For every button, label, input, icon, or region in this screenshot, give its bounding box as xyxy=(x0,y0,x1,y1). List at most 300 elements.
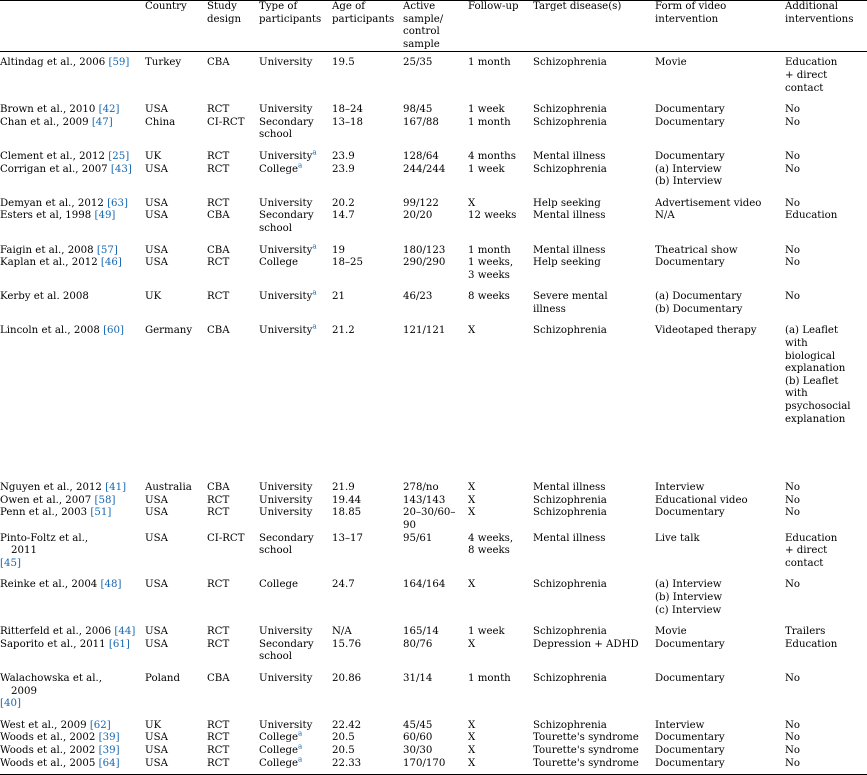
cell-study xyxy=(0,639,145,664)
cell-study xyxy=(0,758,145,775)
cell-follow: 1 month xyxy=(468,672,511,684)
cell-country: UK xyxy=(145,150,162,162)
column-header-disease: Target disease(s) xyxy=(533,1,655,52)
cell-study xyxy=(0,482,145,495)
cell-age: 13–17 xyxy=(332,532,364,544)
row-spacer-cell xyxy=(0,711,867,720)
cell-sample: 167/88 xyxy=(403,116,439,128)
cell-age: 21.9 xyxy=(332,482,355,494)
cell-age: N/A xyxy=(332,626,352,638)
cell-disease: Schizophrenia xyxy=(533,163,607,175)
table-header-row xyxy=(0,1,867,52)
study-name: Nguyen et al., 2012 xyxy=(0,482,102,494)
cell-country: UK xyxy=(145,291,162,303)
table-row xyxy=(0,245,867,258)
cell-sample: 46/23 xyxy=(403,291,433,303)
cell-follow: X xyxy=(468,579,476,591)
footnote-marker: a xyxy=(312,287,317,297)
cell-type: University xyxy=(259,57,313,69)
reference-link[interactable]: [44] xyxy=(114,626,136,638)
study-name: Woods et al., 2002 xyxy=(0,744,96,756)
row-spacer xyxy=(0,282,867,291)
study-name: Owen et al., 2007 xyxy=(0,494,92,506)
cell-addl: No xyxy=(785,744,801,756)
cell-sample: 25/35 xyxy=(403,57,433,69)
table-row xyxy=(0,117,867,142)
cell-sample: 30/30 xyxy=(403,744,433,756)
study-name: Corrigan et al., 2007 xyxy=(0,163,108,175)
footnote-marker: a xyxy=(298,754,303,764)
cell-type: University$^a$ xyxy=(259,241,317,256)
cell-follow: 1 month xyxy=(468,57,511,69)
row-spacer-cell xyxy=(0,282,867,291)
cell-country: USA xyxy=(145,244,168,256)
cell-disease: Depression + ADHD xyxy=(533,638,639,650)
cell-addl: No xyxy=(785,244,801,256)
cell-type: Secondary school xyxy=(259,638,314,663)
table-body xyxy=(0,52,867,775)
cell-study xyxy=(0,52,145,95)
cell-design: RCT xyxy=(207,638,230,650)
cell-sample: 290/290 xyxy=(403,257,446,269)
cell-follow: 1 week xyxy=(468,163,505,175)
row-spacer-cell xyxy=(0,617,867,626)
row-spacer xyxy=(0,236,867,245)
row-spacer xyxy=(0,189,867,198)
cell-addl: Education xyxy=(785,210,838,222)
cell-sample: 80/76 xyxy=(403,638,433,650)
cell-age: 15.76 xyxy=(332,638,362,650)
cell-addl: No xyxy=(785,672,801,684)
cell-age: 23.9 xyxy=(332,163,355,175)
cell-age: 24.7 xyxy=(332,579,355,591)
cell-sample: 45/45 xyxy=(403,719,433,731)
cell-addl: Education + direct contact xyxy=(785,532,838,569)
cell-country: USA xyxy=(145,210,168,222)
cell-form: Advertisement video xyxy=(655,197,762,209)
cell-sample: 31/14 xyxy=(403,672,433,684)
cell-country: USA xyxy=(145,638,168,650)
cell-form: Videotaped therapy xyxy=(655,325,757,337)
cell-study xyxy=(0,210,145,235)
cell-age: 20.5 xyxy=(332,744,355,756)
cell-design: RCT xyxy=(207,257,230,269)
reference-link[interactable]: [59] xyxy=(108,57,130,69)
cell-form: Live talk xyxy=(655,532,700,544)
study-name-cont: 2009 xyxy=(11,685,37,697)
cell-age: 21.2 xyxy=(332,325,355,337)
reference-link[interactable]: [39] xyxy=(98,732,120,744)
study-name: Penn et al., 2003 xyxy=(0,507,88,519)
reference-link[interactable]: [42] xyxy=(98,104,120,116)
table-row xyxy=(0,104,867,117)
study-name: Clement et al., 2012 xyxy=(0,150,105,162)
cell-addl: No xyxy=(785,197,801,209)
cell-addl: No xyxy=(785,732,801,744)
table-row xyxy=(0,626,867,639)
study-name: Altindag et al., 2006 xyxy=(0,57,106,69)
cell-study xyxy=(0,673,145,711)
study-name: Ritterfeld et al., 2006 xyxy=(0,626,112,638)
cell-design: RCT xyxy=(207,104,230,116)
cell-study xyxy=(0,732,145,745)
reference-link[interactable]: [58] xyxy=(94,494,116,506)
table-row xyxy=(0,52,867,95)
cell-form: Documentary xyxy=(655,732,725,744)
cell-study xyxy=(0,579,145,617)
table-row xyxy=(0,151,867,164)
cell-disease: Schizophrenia xyxy=(533,507,607,519)
table-row xyxy=(0,745,867,758)
reference-link[interactable]: [57] xyxy=(96,244,118,256)
reference-link[interactable]: [48] xyxy=(100,579,122,591)
reference-link[interactable]: [60] xyxy=(103,325,124,337)
cell-country: USA xyxy=(145,494,168,506)
column-header-country: Country xyxy=(145,1,207,52)
cell-disease: Schizophrenia xyxy=(533,325,607,337)
cell-form: Documentary xyxy=(655,672,725,684)
cell-disease: Schizophrenia xyxy=(533,57,607,69)
cell-type: University$^a$ xyxy=(259,322,317,337)
cell-disease: Tourette's syndrome xyxy=(533,732,639,744)
cell-disease: Schizophrenia xyxy=(533,579,607,591)
cell-follow: X xyxy=(468,325,476,337)
row-spacer xyxy=(0,426,867,482)
reference-link[interactable]: [47] xyxy=(91,116,113,128)
reference-link[interactable]: [39] xyxy=(98,744,120,756)
footnote-marker: a xyxy=(298,728,303,738)
cell-age: 22.42 xyxy=(332,719,362,731)
footnote-marker: a xyxy=(312,241,317,251)
cell-form: Documentary xyxy=(655,104,725,116)
cell-study xyxy=(0,626,145,639)
footnote-marker: a xyxy=(298,160,303,170)
cell-age: 20.5 xyxy=(332,732,355,744)
cell-sample: 121/121 xyxy=(403,325,446,337)
table-row xyxy=(0,579,867,617)
cell-follow: X xyxy=(468,719,476,731)
cell-disease: Help seeking xyxy=(533,257,601,269)
table-row xyxy=(0,257,867,282)
cell-study xyxy=(0,164,145,189)
cell-country: Poland xyxy=(145,672,180,684)
cell-country: UK xyxy=(145,719,162,731)
cell-age: 14.7 xyxy=(332,210,355,222)
cell-follow: 8 weeks xyxy=(468,291,510,303)
cell-form: N/A xyxy=(655,210,675,222)
cell-form: Documentary xyxy=(655,758,785,775)
cell-follow: 1 week xyxy=(468,104,505,116)
cell-addl: No xyxy=(785,104,801,116)
table-row xyxy=(0,495,867,508)
table-row xyxy=(0,210,867,235)
cell-design: CBA xyxy=(207,672,230,684)
cell-follow: 1 month xyxy=(468,116,511,128)
reference-link[interactable]: [49] xyxy=(94,210,116,222)
cell-type: University$^a$ xyxy=(259,147,317,162)
cell-type: Secondary school xyxy=(259,532,314,557)
row-spacer-cell xyxy=(0,426,867,482)
cell-follow: 4 weeks, 8 weeks xyxy=(468,532,514,557)
table-row xyxy=(0,732,867,745)
cell-form: Documentary xyxy=(655,507,725,519)
row-spacer xyxy=(0,617,867,626)
cell-type: College xyxy=(259,579,299,591)
cell-type: College$^a$ xyxy=(259,758,332,775)
cell-sample: 165/14 xyxy=(403,626,439,638)
cell-design: RCT xyxy=(207,744,230,756)
cell-disease: Schizophrenia xyxy=(533,719,607,731)
study-name: Saporito et al., 2011 xyxy=(0,638,106,650)
cell-type: Secondary school xyxy=(259,210,314,234)
cell-form: Documentary xyxy=(655,257,725,269)
cell-follow: X xyxy=(468,732,476,744)
cell-addl: No xyxy=(785,482,801,494)
cell-disease: Mental illness xyxy=(533,482,606,494)
cell-addl: No xyxy=(785,163,801,175)
reference-link[interactable]: [61] xyxy=(108,638,130,650)
cell-type: University$^a$ xyxy=(259,287,317,303)
cell-addl: No xyxy=(785,150,801,162)
cell-form: Theatrical show xyxy=(655,244,738,256)
cell-country: USA xyxy=(145,507,168,519)
cell-addl: No xyxy=(785,257,801,269)
cell-sample: 20/20 xyxy=(403,210,433,222)
cell-age: 19.5 xyxy=(332,57,355,69)
cell-sample: 170/170 xyxy=(403,758,468,775)
row-spacer-cell xyxy=(0,189,867,198)
table-header xyxy=(0,1,867,52)
cell-disease: Help seeking xyxy=(533,197,601,209)
cell-study xyxy=(0,104,145,117)
row-spacer xyxy=(0,570,867,579)
cell-study xyxy=(0,533,145,571)
cell-follow: 1 weeks, 3 weeks xyxy=(468,257,514,281)
cell-age: 23.9 xyxy=(332,150,355,162)
cell-disease: Tourette's syndrome xyxy=(533,744,639,756)
cell-type: University xyxy=(259,507,313,519)
table-row xyxy=(0,482,867,495)
cell-design: RCT xyxy=(207,494,230,506)
cell-country: USA xyxy=(145,758,207,775)
study-name: Demyan et al., 2012 xyxy=(0,197,104,209)
cell-study xyxy=(0,291,145,316)
reference-link[interactable]: [63] xyxy=(107,197,128,209)
cell-country: USA xyxy=(145,732,168,744)
cell-design: RCT xyxy=(207,291,230,303)
column-header-form: Form of video intervention xyxy=(655,1,785,52)
cell-study xyxy=(0,745,145,758)
cell-form: Movie xyxy=(655,626,687,638)
cell-study xyxy=(0,245,145,258)
cell-follow: X xyxy=(468,758,533,775)
cell-sample: 20–30/60–90 xyxy=(403,507,456,531)
cell-age: 20.86 xyxy=(332,672,362,684)
cell-age: 18–24 xyxy=(332,104,364,116)
cell-disease: Severe mental illness xyxy=(533,291,608,315)
cell-addl: No xyxy=(785,494,801,506)
reference-link[interactable]: [51] xyxy=(90,507,112,519)
study-name: Esters et al, 1998 xyxy=(0,210,92,222)
cell-addl: No xyxy=(785,719,801,731)
cell-design: CBA xyxy=(207,244,230,256)
cell-disease: Schizophrenia xyxy=(533,116,607,128)
cell-type: University xyxy=(259,626,313,638)
cell-type: College xyxy=(259,257,299,269)
cell-disease: Tourette's syndrome xyxy=(533,758,655,775)
cell-type: College$^a$ xyxy=(259,741,303,756)
table-row xyxy=(0,164,867,189)
cell-type: College$^a$ xyxy=(259,160,303,175)
reference-link[interactable]: [40] xyxy=(0,698,21,710)
cell-follow: 1 month xyxy=(468,244,511,256)
cell-design: RCT xyxy=(207,150,230,162)
cell-disease: Mental illness xyxy=(533,532,606,544)
study-name: Walachowska et al., xyxy=(0,672,102,684)
cell-disease: Schizophrenia xyxy=(533,494,607,506)
cell-age: 13–18 xyxy=(332,116,364,128)
cell-study xyxy=(0,720,145,733)
cell-design: CBA xyxy=(207,482,230,494)
study-name: Faigin et al., 2008 xyxy=(0,244,94,256)
cell-form: Documentary xyxy=(655,116,725,128)
cell-follow: X xyxy=(468,494,476,506)
cell-type: University xyxy=(259,672,313,684)
cell-country: USA xyxy=(145,104,168,116)
cell-type: University xyxy=(259,719,313,731)
column-header-follow: Follow-up xyxy=(468,1,533,52)
cell-country: USA xyxy=(145,626,168,638)
table-row xyxy=(0,325,867,426)
cell-form: Movie xyxy=(655,57,687,69)
cell-follow: X xyxy=(468,507,476,519)
cell-study xyxy=(0,198,145,211)
cell-addl: Trailers xyxy=(785,626,826,638)
cell-design: CBA xyxy=(207,210,230,222)
cell-sample: 278/no xyxy=(403,482,439,494)
cell-country: Germany xyxy=(145,325,193,337)
cell-form: Interview xyxy=(655,482,705,494)
cell-addl: No xyxy=(785,291,801,303)
reference-link[interactable]: [41] xyxy=(105,482,127,494)
cell-design: RCT xyxy=(207,626,230,638)
study-name: Pinto-Foltz et al., xyxy=(0,532,89,544)
table-row xyxy=(0,291,867,316)
reference-link[interactable]: [62] xyxy=(89,719,111,731)
cell-age: 20.2 xyxy=(332,197,355,209)
table-row xyxy=(0,639,867,664)
column-header-age: Age of participants xyxy=(332,1,403,52)
cell-design: RCT xyxy=(207,758,259,775)
reference-link[interactable]: [25] xyxy=(108,150,130,162)
row-spacer-cell xyxy=(0,316,867,325)
cell-design: RCT xyxy=(207,163,230,175)
cell-age: 21 xyxy=(332,291,345,303)
reference-link[interactable]: [46] xyxy=(100,257,122,269)
cell-sample: 98/45 xyxy=(403,104,433,116)
cell-study xyxy=(0,257,145,282)
cell-form: Documentary xyxy=(655,638,725,650)
study-name: Reinke et al., 2004 xyxy=(0,579,98,591)
cell-form: (a) Interview (b) Interview xyxy=(655,163,723,188)
cell-country: China xyxy=(145,116,176,128)
cell-design: CI-RCT xyxy=(207,532,245,544)
cell-type: Secondary school xyxy=(259,116,314,141)
table-row xyxy=(0,198,867,211)
footnote-marker: a xyxy=(298,741,303,751)
cell-follow: 12 weeks xyxy=(468,210,517,222)
cell-sample: 128/64 xyxy=(403,150,439,162)
cell-country: USA xyxy=(145,197,168,209)
row-spacer xyxy=(0,664,867,673)
cell-study xyxy=(0,495,145,508)
study-name: Woods et al., 2002 xyxy=(0,732,96,744)
cell-addl: Education + direct contact xyxy=(785,57,838,94)
cell-addl: (a) Leaflet with biological explanation (b) Leaflet with psychosocial explanation xyxy=(785,325,851,425)
table-row xyxy=(0,720,867,733)
cell-sample: 60/60 xyxy=(403,732,433,744)
cell-disease: Schizophrenia xyxy=(533,626,607,638)
cell-age: 18–25 xyxy=(332,257,364,269)
cell-disease: Schizophrenia xyxy=(533,104,607,116)
cell-age: 19 xyxy=(332,244,345,256)
column-header-study xyxy=(0,1,145,52)
cell-country: USA xyxy=(145,257,168,269)
cell-addl: No xyxy=(785,758,867,775)
column-header-sample: Active sample/ control sample xyxy=(403,1,468,52)
table-row xyxy=(0,533,867,571)
study-name: Lincoln et al., 2008 xyxy=(0,325,100,337)
cell-study xyxy=(0,507,145,532)
cell-type: University xyxy=(259,197,313,209)
row-spacer-cell xyxy=(0,142,867,151)
cell-follow: X xyxy=(468,197,476,209)
row-spacer xyxy=(0,142,867,151)
cell-sample: 244/244 xyxy=(403,163,446,175)
cell-design: RCT xyxy=(207,579,230,591)
row-spacer xyxy=(0,711,867,720)
cell-country: Turkey xyxy=(145,57,182,69)
cell-age: 22.33 xyxy=(332,758,403,775)
reference-link[interactable]: [45] xyxy=(0,557,21,569)
cell-form: Educational video xyxy=(655,494,748,506)
table-row xyxy=(0,673,867,711)
row-spacer-cell xyxy=(0,236,867,245)
column-header-type: Type of participants xyxy=(259,1,332,52)
cell-country: Australia xyxy=(145,482,192,494)
cell-design: RCT xyxy=(207,197,230,209)
cell-follow: X xyxy=(468,482,476,494)
cell-addl: No xyxy=(785,116,801,128)
reference-link[interactable]: [64] xyxy=(98,757,120,769)
cell-country: USA xyxy=(145,744,168,756)
cell-form: (a) Interview (b) Interview (c) Interview xyxy=(655,579,723,616)
study-name: Brown et al., 2010 xyxy=(0,104,96,116)
footnote-marker: a xyxy=(312,322,317,332)
study-name: Kerby et al. 2008 xyxy=(0,291,89,303)
study-name: Woods et al., 2005 xyxy=(0,757,96,769)
table-row xyxy=(0,507,867,532)
reference-link[interactable]: [43] xyxy=(110,163,132,175)
cell-sample: 164/164 xyxy=(403,579,446,591)
cell-sample: 95/61 xyxy=(403,532,433,544)
cell-sample: 143/143 xyxy=(403,494,446,506)
cell-type: University xyxy=(259,482,313,494)
cell-follow: X xyxy=(468,638,476,650)
cell-country: USA xyxy=(145,163,168,175)
row-spacer-cell xyxy=(0,95,867,104)
cell-form: Interview xyxy=(655,719,705,731)
